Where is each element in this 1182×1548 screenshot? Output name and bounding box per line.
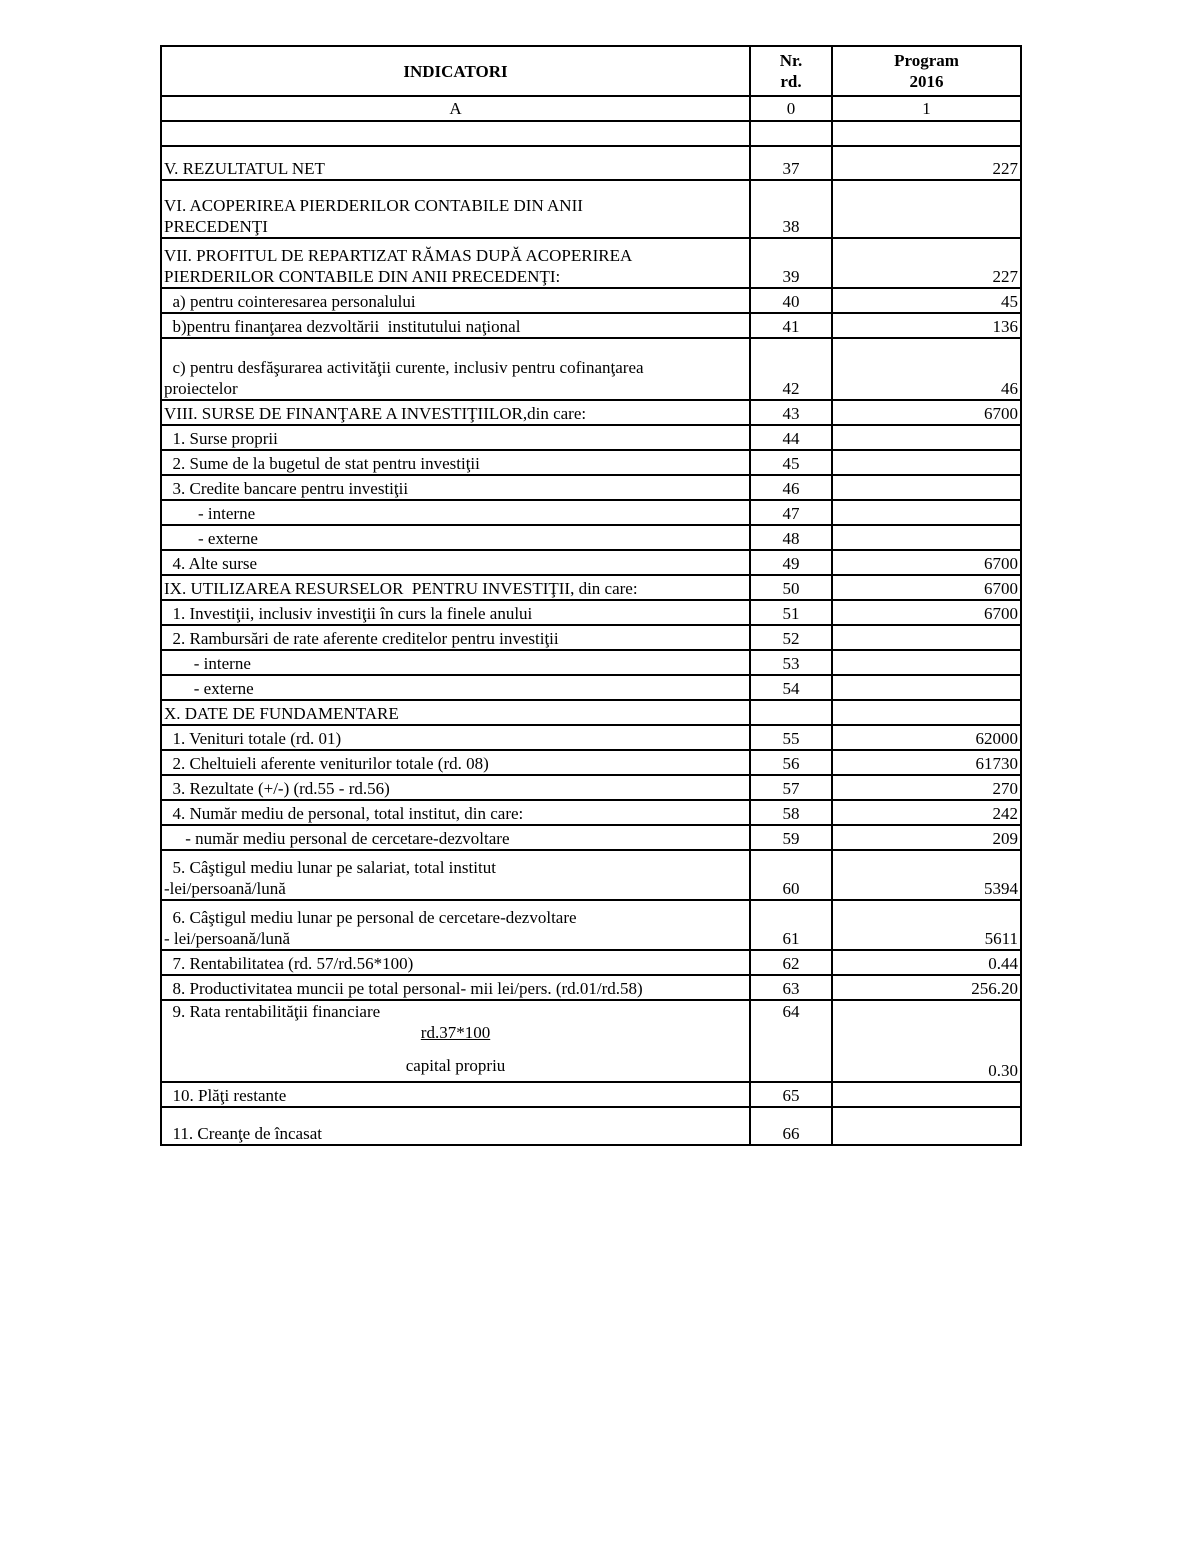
program-value-cell: 270: [832, 775, 1021, 800]
row-number-cell: 43: [750, 400, 832, 425]
header-program-line2: 2016: [909, 72, 944, 91]
ratio-numerator: rd.37*100: [420, 1023, 491, 1042]
indicator-label: - număr mediu personal de cercetare-dezvoltare: [164, 829, 510, 848]
program-value-cell: 46: [832, 338, 1021, 400]
header-program: [832, 46, 1021, 96]
indicator-cell: [161, 238, 750, 288]
indicator-cell: [161, 450, 750, 475]
program-value-cell: [832, 650, 1021, 675]
header-program-line1: Program: [894, 51, 959, 70]
indicator-cell: [161, 146, 750, 180]
indicator-cell: [161, 425, 750, 450]
row-number-cell: 53: [750, 650, 832, 675]
indicator-label: a) pentru cointeresarea personalului: [164, 292, 416, 311]
indicator-label: VIII. SURSE DE FINANŢARE A INVESTIŢIILOR,din care:: [164, 404, 587, 423]
indicator-label: 2. Rambursări de rate aferente creditelor pentru investiţii: [164, 629, 559, 648]
header-row: [161, 46, 1021, 96]
program-value-cell: 5611: [832, 900, 1021, 950]
ratio-denominator: capital propriu: [405, 1056, 506, 1075]
row-number-cell: 46: [750, 475, 832, 500]
row-number-cell: 38: [750, 180, 832, 238]
indicator-cell: [161, 288, 750, 313]
table-row: [161, 146, 1021, 180]
indicator-label: 2. Cheltuieli aferente veniturilor totale (rd. 08): [164, 754, 489, 773]
indicator-label: VII. PROFITUL DE REPARTIZAT RĂMAS DUPĂ ACOPERIREA PIERDERILOR CONTABILE DIN ANII PRECEDENŢI:: [164, 246, 633, 286]
program-value-cell: [832, 700, 1021, 725]
blank-cell: [161, 121, 750, 146]
indicator-label: - externe: [164, 529, 258, 548]
indicator-cell: [161, 180, 750, 238]
indicator-label: - interne: [164, 654, 251, 673]
program-value-cell: [832, 475, 1021, 500]
row-number-cell: 62: [750, 950, 832, 975]
indicator-label: c) pentru desfăşurarea activităţii curente, inclusiv pentru cofinanţarea proiectelor: [164, 358, 644, 398]
program-value-cell: [832, 675, 1021, 700]
row-number-cell: 60: [750, 850, 832, 900]
indicator-cell: [161, 625, 750, 650]
indicator-cell: [161, 700, 750, 725]
indicator-label: 5. Câştigul mediu lunar pe salariat, total institut -lei/persoană/lună: [164, 858, 496, 898]
indicator-label: 7. Rentabilitatea (rd. 57/rd.56*100): [164, 954, 414, 973]
table-row: [161, 450, 1021, 475]
tail-body: [161, 1082, 1021, 1145]
program-value-cell: 61730: [832, 750, 1021, 775]
row-number-cell: 57: [750, 775, 832, 800]
subheader-a: A: [161, 96, 750, 121]
row-number-cell: 41: [750, 313, 832, 338]
row-number-cell: 59: [750, 825, 832, 850]
indicator-cell: [161, 475, 750, 500]
table-row: [161, 475, 1021, 500]
indicator-label: IX. UTILIZAREA RESURSELOR PENTRU INVESTIŢII, din care:: [164, 579, 638, 598]
row-number-cell: 54: [750, 675, 832, 700]
program-value-cell: [832, 500, 1021, 525]
indicator-label: - interne: [164, 504, 256, 523]
table-row: [161, 550, 1021, 575]
header-nr-line2: rd.: [780, 72, 802, 91]
indicator-cell: [161, 1000, 750, 1082]
indicator-cell: [161, 750, 750, 775]
program-value-cell: 5394: [832, 850, 1021, 900]
indicator-label: 10. Plăţi restante: [164, 1086, 287, 1105]
indicator-cell: [161, 725, 750, 750]
indicator-cell: [161, 650, 750, 675]
program-value-cell: [832, 180, 1021, 238]
row-number-cell: 49: [750, 550, 832, 575]
row-number-cell: 40: [750, 288, 832, 313]
header-indicatori: INDICATORI: [161, 46, 750, 96]
indicator-label: 1. Surse proprii: [164, 429, 278, 448]
table-row: [161, 575, 1021, 600]
program-value-cell: 6700: [832, 550, 1021, 575]
program-value-cell: 227: [832, 238, 1021, 288]
indicator-label: 2. Sume de la bugetul de stat pentru investiţii: [164, 454, 480, 473]
table-row: [161, 800, 1021, 825]
row-number-cell: 45: [750, 450, 832, 475]
program-value-cell: 6700: [832, 575, 1021, 600]
indicator-cell: [161, 550, 750, 575]
table-row: [161, 425, 1021, 450]
indicator-cell: [161, 975, 750, 1000]
row-number-cell: 44: [750, 425, 832, 450]
table-row: [161, 500, 1021, 525]
indicator-label: b)pentru finanţarea dezvoltării institutului naţional: [164, 317, 521, 336]
table-row: [161, 525, 1021, 550]
row-number-cell: 64: [750, 1000, 832, 1082]
indicator-cell: [161, 600, 750, 625]
ratio-body: [161, 1000, 1021, 1082]
row-number-cell: 51: [750, 600, 832, 625]
indicator-label: VI. ACOPERIREA PIERDERILOR CONTABILE DIN ANII PRECEDENŢI: [164, 196, 583, 236]
program-value-cell: 6700: [832, 600, 1021, 625]
program-value-cell: 242: [832, 800, 1021, 825]
program-value-cell: [832, 450, 1021, 475]
row-number-cell: 55: [750, 725, 832, 750]
program-value-cell: 209: [832, 825, 1021, 850]
program-value-cell: [832, 625, 1021, 650]
indicator-cell: [161, 775, 750, 800]
row-number-cell: 39: [750, 238, 832, 288]
table-row: [161, 675, 1021, 700]
indicator-label: 11. Creanţe de încasat: [164, 1124, 322, 1143]
indicator-cell: [161, 825, 750, 850]
subheader-b: 0: [750, 96, 832, 121]
indicator-cell: [161, 400, 750, 425]
row-number-cell: 47: [750, 500, 832, 525]
table-row: [161, 238, 1021, 288]
document-page: [160, 45, 1020, 1146]
indicator-label: X. DATE DE FUNDAMENTARE: [164, 704, 399, 723]
table-row: [161, 700, 1021, 725]
row-number-cell: 63: [750, 975, 832, 1000]
table-row: [161, 400, 1021, 425]
row-number-cell: 50: [750, 575, 832, 600]
indicator-label: 8. Productivitatea muncii pe total personal- mii lei/pers. (rd.01/rd.58): [164, 979, 643, 998]
program-value-cell: [832, 1107, 1021, 1145]
indicator-label: 4. Alte surse: [164, 554, 258, 573]
program-value-cell: 136: [832, 313, 1021, 338]
program-value-cell: 0.30: [832, 1000, 1021, 1082]
program-value-cell: 227: [832, 146, 1021, 180]
table-row: [161, 180, 1021, 238]
indicator-label: 3. Rezultate (+/-) (rd.55 - rd.56): [164, 779, 390, 798]
table-row: [161, 900, 1021, 950]
row-number-cell: 66: [750, 1107, 832, 1145]
table-row: [161, 975, 1021, 1000]
table-row: [161, 338, 1021, 400]
table-row: [161, 1082, 1021, 1107]
row-number-cell: 48: [750, 525, 832, 550]
header-nr-rd: [750, 46, 832, 96]
indicator-cell: [161, 575, 750, 600]
indicator-label: 1. Investiţii, inclusiv investiţii în curs la finele anului: [164, 604, 533, 623]
table-row: [161, 650, 1021, 675]
indicator-cell: [161, 675, 750, 700]
row-number-cell: 37: [750, 146, 832, 180]
blank-row: [161, 121, 1021, 146]
indicator-cell: [161, 900, 750, 950]
indicator-cell: [161, 950, 750, 975]
table-row: [161, 825, 1021, 850]
indicator-cell: [161, 800, 750, 825]
table-row: [161, 1107, 1021, 1145]
subheader-c: 1: [832, 96, 1021, 121]
table-row: [161, 750, 1021, 775]
program-value-cell: 6700: [832, 400, 1021, 425]
indicator-cell: [161, 850, 750, 900]
table-row: [161, 313, 1021, 338]
indicator-label: 3. Credite bancare pentru investiţii: [164, 479, 409, 498]
program-value-cell: [832, 425, 1021, 450]
indicators-table: [160, 45, 1022, 1146]
program-value-cell: [832, 525, 1021, 550]
program-value-cell: 45: [832, 288, 1021, 313]
blank-cell: [750, 121, 832, 146]
table-row: [161, 950, 1021, 975]
blank-cell: [832, 121, 1021, 146]
table-row: [161, 625, 1021, 650]
table-row: [161, 288, 1021, 313]
indicator-cell: [161, 338, 750, 400]
indicator-cell: [161, 525, 750, 550]
indicator-cell: [161, 313, 750, 338]
ratio-label: 9. Rata rentabilităţii financiare: [164, 1002, 381, 1021]
row-number-cell: 56: [750, 750, 832, 775]
program-value-cell: [832, 1082, 1021, 1107]
row-number-cell: 58: [750, 800, 832, 825]
subheader-row: [161, 96, 1021, 121]
table-body: [161, 146, 1021, 1000]
indicator-cell: [161, 1082, 750, 1107]
program-value-cell: 0.44: [832, 950, 1021, 975]
table-row: [161, 850, 1021, 900]
row-number-cell: [750, 700, 832, 725]
row-number-cell: 61: [750, 900, 832, 950]
program-value-cell: 62000: [832, 725, 1021, 750]
table-row: [161, 725, 1021, 750]
program-value-cell: 256.20: [832, 975, 1021, 1000]
table-row: [161, 775, 1021, 800]
header-nr-line1: Nr.: [779, 51, 803, 70]
indicator-label: V. REZULTATUL NET: [164, 159, 325, 178]
row-number-cell: 65: [750, 1082, 832, 1107]
indicator-cell: [161, 1107, 750, 1145]
indicator-label: - externe: [164, 679, 254, 698]
table-row: [161, 600, 1021, 625]
indicator-label: 1. Venituri totale (rd. 01): [164, 729, 342, 748]
row-number-cell: 42: [750, 338, 832, 400]
row-number-cell: 52: [750, 625, 832, 650]
indicator-label: 4. Număr mediu de personal, total institut, din care:: [164, 804, 524, 823]
indicator-label: 6. Câştigul mediu lunar pe personal de cercetare-dezvoltare - lei/persoană/lună: [164, 908, 577, 948]
table-row-ratio: [161, 1000, 1021, 1082]
indicator-cell: [161, 500, 750, 525]
